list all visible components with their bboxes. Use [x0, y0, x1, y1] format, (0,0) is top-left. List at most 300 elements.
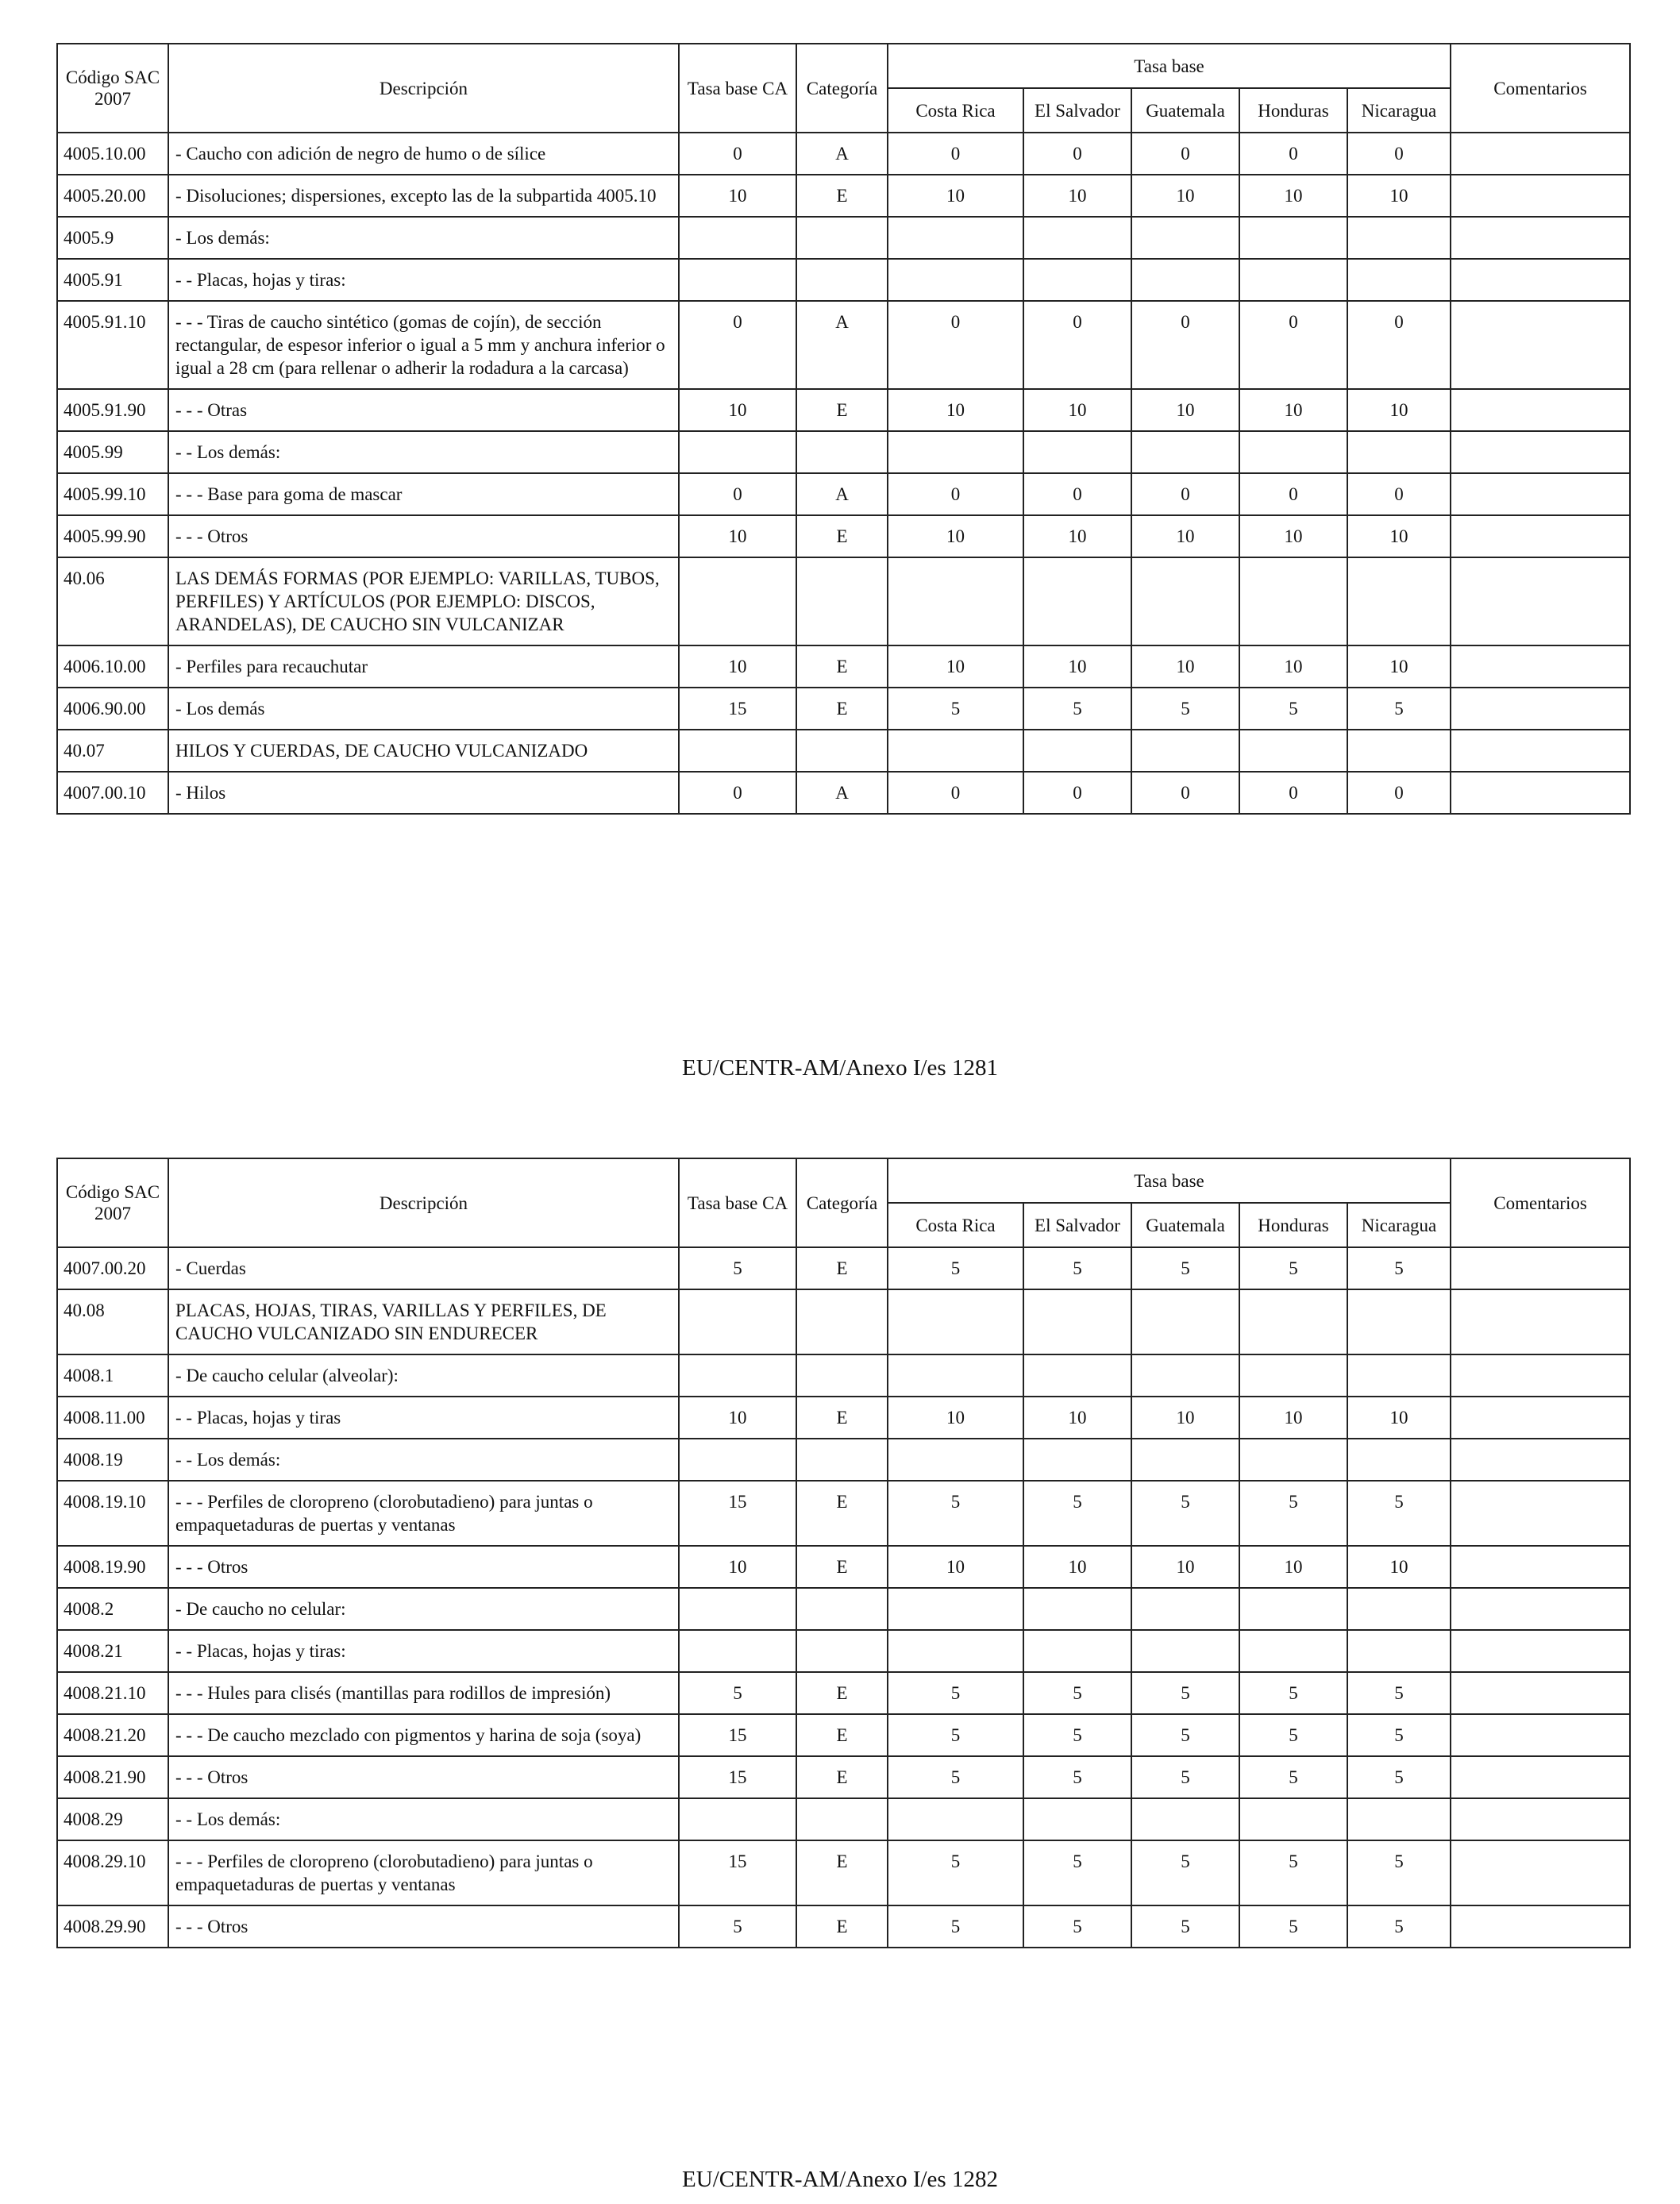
cell-category: E [796, 1672, 888, 1714]
cell-code: 4008.1 [57, 1354, 168, 1397]
cell-category: E [796, 1756, 888, 1798]
cell-description: - Perfiles para recauchutar [168, 645, 679, 688]
table-row [57, 1588, 1630, 1630]
cell-base-rate-ca: 10 [679, 175, 796, 217]
cell-description: - - Los demás: [168, 431, 679, 473]
cell-base-rate-ca: 15 [679, 1756, 796, 1798]
cell-el-salvador [1023, 1354, 1131, 1397]
cell-comments [1451, 1714, 1630, 1756]
cell-code: 40.06 [57, 557, 168, 645]
cell-category: A [796, 473, 888, 515]
cell-guatemala [1131, 217, 1239, 259]
cell-costa-rica: 5 [888, 1905, 1023, 1948]
cell-code: 4008.29.90 [57, 1905, 168, 1948]
cell-guatemala [1131, 1289, 1239, 1354]
cell-comments [1451, 645, 1630, 688]
cell-category: E [796, 1546, 888, 1588]
cell-description: - Cuerdas [168, 1247, 679, 1289]
cell-comments [1451, 1798, 1630, 1840]
cell-costa-rica [888, 217, 1023, 259]
cell-base-rate-ca: 15 [679, 1481, 796, 1546]
cell-honduras: 5 [1239, 1481, 1347, 1546]
cell-category: E [796, 389, 888, 431]
cell-el-salvador: 0 [1023, 133, 1131, 175]
cell-code: 4008.29.10 [57, 1840, 168, 1905]
cell-comments [1451, 730, 1630, 772]
cell-guatemala: 5 [1131, 1840, 1239, 1905]
cell-description: - - Los demás: [168, 1798, 679, 1840]
cell-base-rate-ca: 10 [679, 1546, 796, 1588]
table-row [57, 1840, 1630, 1905]
cell-base-rate-ca [679, 730, 796, 772]
cell-costa-rica: 0 [888, 772, 1023, 814]
cell-nicaragua: 0 [1347, 473, 1451, 515]
cell-code: 4006.90.00 [57, 688, 168, 730]
cell-category [796, 1289, 888, 1354]
cell-guatemala: 5 [1131, 1481, 1239, 1546]
table-row [57, 431, 1630, 473]
header-country-honduras: Honduras [1239, 1203, 1347, 1247]
cell-costa-rica [888, 1588, 1023, 1630]
cell-description: - - - Tiras de caucho sintético (gomas de cojín), de sección rectangular, de espesor inferior o igual a 5 mm y anchura inferior o igual a 28 cm (para rellenar o adherir la rodadura a la carcasa) [168, 301, 679, 389]
table-body [57, 133, 1630, 814]
table-row [57, 389, 1630, 431]
cell-honduras: 0 [1239, 473, 1347, 515]
cell-el-salvador [1023, 1588, 1131, 1630]
cell-honduras: 10 [1239, 1397, 1347, 1439]
cell-code: 4005.10.00 [57, 133, 168, 175]
cell-honduras: 5 [1239, 1840, 1347, 1905]
header-category: Categoría [796, 1158, 888, 1247]
cell-nicaragua [1347, 1588, 1451, 1630]
cell-code: 4005.20.00 [57, 175, 168, 217]
cell-comments [1451, 133, 1630, 175]
cell-el-salvador: 5 [1023, 1247, 1131, 1289]
cell-el-salvador: 10 [1023, 515, 1131, 557]
cell-code: 4007.00.10 [57, 772, 168, 814]
cell-guatemala: 5 [1131, 1905, 1239, 1948]
cell-base-rate-ca: 0 [679, 473, 796, 515]
cell-category: A [796, 301, 888, 389]
cell-costa-rica: 5 [888, 1756, 1023, 1798]
cell-code: 4008.19 [57, 1439, 168, 1481]
header-country-nicaragua: Nicaragua [1347, 1203, 1451, 1247]
cell-nicaragua: 0 [1347, 772, 1451, 814]
cell-description: - Caucho con adición de negro de humo o de sílice [168, 133, 679, 175]
cell-nicaragua: 10 [1347, 1546, 1451, 1588]
cell-guatemala [1131, 1354, 1239, 1397]
cell-honduras: 10 [1239, 389, 1347, 431]
cell-el-salvador [1023, 730, 1131, 772]
cell-category: E [796, 515, 888, 557]
cell-guatemala: 10 [1131, 645, 1239, 688]
cell-el-salvador: 5 [1023, 1714, 1131, 1756]
cell-honduras: 10 [1239, 1546, 1347, 1588]
cell-nicaragua: 5 [1347, 688, 1451, 730]
table-row [57, 1672, 1630, 1714]
cell-nicaragua [1347, 217, 1451, 259]
header-country-nicaragua: Nicaragua [1347, 88, 1451, 133]
cell-comments [1451, 1289, 1630, 1354]
cell-guatemala: 0 [1131, 301, 1239, 389]
cell-description: - - - Perfiles de cloropreno (clorobutadieno) para juntas o empaquetaduras de puertas y ventanas [168, 1481, 679, 1546]
cell-nicaragua [1347, 730, 1451, 772]
cell-description: PLACAS, HOJAS, TIRAS, VARILLAS Y PERFILES, DE CAUCHO VULCANIZADO SIN ENDURECER [168, 1289, 679, 1354]
cell-base-rate-ca: 0 [679, 133, 796, 175]
cell-costa-rica: 10 [888, 175, 1023, 217]
cell-description: - - - Perfiles de cloropreno (clorobutadieno) para juntas o empaquetaduras de puertas y ventanas [168, 1840, 679, 1905]
cell-base-rate-ca [679, 217, 796, 259]
cell-guatemala [1131, 1630, 1239, 1672]
cell-nicaragua: 10 [1347, 175, 1451, 217]
cell-guatemala: 10 [1131, 515, 1239, 557]
cell-el-salvador [1023, 1798, 1131, 1840]
cell-honduras [1239, 557, 1347, 645]
cell-base-rate-ca [679, 1798, 796, 1840]
header-base-rate: Tasa base [888, 1158, 1451, 1203]
cell-code: 4008.21 [57, 1630, 168, 1672]
table-row [57, 1439, 1630, 1481]
cell-category [796, 431, 888, 473]
table-row [57, 1397, 1630, 1439]
cell-code: 4005.99 [57, 431, 168, 473]
header-base-rate: Tasa base [888, 44, 1451, 88]
cell-code: 4008.2 [57, 1588, 168, 1630]
cell-description: HILOS Y CUERDAS, DE CAUCHO VULCANIZADO [168, 730, 679, 772]
cell-code: 4008.21.90 [57, 1756, 168, 1798]
cell-code: 4008.19.10 [57, 1481, 168, 1546]
header-base-rate-ca: Tasa base CA [679, 44, 796, 133]
cell-nicaragua: 5 [1347, 1247, 1451, 1289]
cell-base-rate-ca: 15 [679, 1714, 796, 1756]
cell-code: 40.07 [57, 730, 168, 772]
cell-base-rate-ca [679, 1439, 796, 1481]
cell-honduras [1239, 730, 1347, 772]
cell-category [796, 217, 888, 259]
cell-guatemala: 5 [1131, 1714, 1239, 1756]
cell-costa-rica: 10 [888, 1546, 1023, 1588]
cell-code: 4008.21.10 [57, 1672, 168, 1714]
cell-category [796, 557, 888, 645]
cell-el-salvador: 5 [1023, 1840, 1131, 1905]
cell-honduras: 0 [1239, 301, 1347, 389]
header-country-honduras: Honduras [1239, 88, 1347, 133]
cell-el-salvador: 0 [1023, 473, 1131, 515]
cell-guatemala: 10 [1131, 389, 1239, 431]
cell-el-salvador: 5 [1023, 1756, 1131, 1798]
cell-base-rate-ca: 5 [679, 1672, 796, 1714]
cell-honduras [1239, 1354, 1347, 1397]
cell-costa-rica: 10 [888, 515, 1023, 557]
cell-guatemala [1131, 1439, 1239, 1481]
cell-description: - - Placas, hojas y tiras: [168, 259, 679, 301]
cell-costa-rica: 5 [888, 1481, 1023, 1546]
cell-honduras [1239, 1289, 1347, 1354]
header-category: Categoría [796, 44, 888, 133]
cell-comments [1451, 1840, 1630, 1905]
cell-el-salvador: 0 [1023, 772, 1131, 814]
cell-honduras: 10 [1239, 515, 1347, 557]
header-country-guatemala: Guatemala [1131, 88, 1239, 133]
cell-description: - Disoluciones; dispersiones, excepto las de la subpartida 4005.10 [168, 175, 679, 217]
page-footer: EU/CENTR-AM/Anexo I/es 1281 [682, 1055, 998, 1081]
cell-costa-rica [888, 1439, 1023, 1481]
cell-nicaragua: 5 [1347, 1714, 1451, 1756]
table-row [57, 772, 1630, 814]
cell-guatemala [1131, 730, 1239, 772]
table-row [57, 515, 1630, 557]
table-row [57, 1714, 1630, 1756]
cell-code: 4008.19.90 [57, 1546, 168, 1588]
cell-costa-rica: 0 [888, 133, 1023, 175]
cell-guatemala: 0 [1131, 473, 1239, 515]
cell-description: - Los demás: [168, 217, 679, 259]
table-row [57, 1247, 1630, 1289]
cell-costa-rica [888, 730, 1023, 772]
cell-honduras [1239, 1798, 1347, 1840]
cell-base-rate-ca: 10 [679, 389, 796, 431]
cell-base-rate-ca: 15 [679, 1840, 796, 1905]
cell-category [796, 1798, 888, 1840]
cell-category [796, 1588, 888, 1630]
header-country-costa-rica: Costa Rica [888, 1203, 1023, 1247]
cell-base-rate-ca: 15 [679, 688, 796, 730]
cell-costa-rica: 5 [888, 688, 1023, 730]
cell-description: - - Los demás: [168, 1439, 679, 1481]
cell-guatemala: 10 [1131, 175, 1239, 217]
cell-comments [1451, 1905, 1630, 1948]
table-row [57, 1546, 1630, 1588]
cell-nicaragua: 10 [1347, 1397, 1451, 1439]
cell-el-salvador [1023, 217, 1131, 259]
table-row [57, 1905, 1630, 1948]
cell-base-rate-ca [679, 557, 796, 645]
cell-category: E [796, 1481, 888, 1546]
cell-nicaragua: 10 [1347, 645, 1451, 688]
cell-category: A [796, 772, 888, 814]
cell-guatemala [1131, 431, 1239, 473]
cell-comments [1451, 1397, 1630, 1439]
cell-el-salvador: 5 [1023, 688, 1131, 730]
cell-costa-rica: 10 [888, 645, 1023, 688]
header-description: Descripción [168, 1158, 679, 1247]
cell-comments [1451, 259, 1630, 301]
cell-el-salvador: 10 [1023, 1397, 1131, 1439]
cell-category: E [796, 1714, 888, 1756]
cell-el-salvador: 10 [1023, 645, 1131, 688]
cell-honduras [1239, 259, 1347, 301]
cell-code: 4008.21.20 [57, 1714, 168, 1756]
cell-nicaragua: 5 [1347, 1672, 1451, 1714]
cell-base-rate-ca: 5 [679, 1905, 796, 1948]
cell-nicaragua [1347, 259, 1451, 301]
cell-nicaragua [1347, 1354, 1451, 1397]
table-row [57, 557, 1630, 645]
cell-description: - - - Otros [168, 515, 679, 557]
cell-costa-rica [888, 259, 1023, 301]
cell-nicaragua: 5 [1347, 1756, 1451, 1798]
cell-costa-rica: 10 [888, 389, 1023, 431]
cell-honduras: 5 [1239, 1247, 1347, 1289]
cell-nicaragua [1347, 431, 1451, 473]
cell-honduras: 0 [1239, 133, 1347, 175]
cell-el-salvador [1023, 431, 1131, 473]
cell-code: 4007.00.20 [57, 1247, 168, 1289]
cell-nicaragua [1347, 1798, 1451, 1840]
table-row [57, 217, 1630, 259]
cell-costa-rica: 5 [888, 1840, 1023, 1905]
cell-code: 40.08 [57, 1289, 168, 1354]
cell-el-salvador: 0 [1023, 301, 1131, 389]
cell-nicaragua: 5 [1347, 1840, 1451, 1905]
table-body [57, 1247, 1630, 1948]
cell-el-salvador: 10 [1023, 175, 1131, 217]
cell-honduras [1239, 1439, 1347, 1481]
cell-guatemala: 0 [1131, 133, 1239, 175]
cell-comments [1451, 1756, 1630, 1798]
cell-costa-rica [888, 1630, 1023, 1672]
cell-guatemala: 5 [1131, 688, 1239, 730]
cell-guatemala: 5 [1131, 1756, 1239, 1798]
cell-guatemala [1131, 1588, 1239, 1630]
table-row [57, 301, 1630, 389]
cell-description: - Hilos [168, 772, 679, 814]
cell-category [796, 1439, 888, 1481]
table-row [57, 1630, 1630, 1672]
cell-nicaragua: 10 [1347, 515, 1451, 557]
cell-costa-rica [888, 1289, 1023, 1354]
cell-nicaragua [1347, 1289, 1451, 1354]
cell-nicaragua: 0 [1347, 133, 1451, 175]
cell-code: 4008.29 [57, 1798, 168, 1840]
cell-guatemala [1131, 557, 1239, 645]
cell-category [796, 1354, 888, 1397]
cell-guatemala [1131, 1798, 1239, 1840]
cell-description: - - Placas, hojas y tiras: [168, 1630, 679, 1672]
page-footer: EU/CENTR-AM/Anexo I/es 1282 [682, 2167, 998, 2192]
cell-el-salvador [1023, 1439, 1131, 1481]
cell-base-rate-ca: 0 [679, 301, 796, 389]
cell-comments [1451, 175, 1630, 217]
cell-comments [1451, 389, 1630, 431]
cell-comments [1451, 1481, 1630, 1546]
cell-comments [1451, 515, 1630, 557]
cell-el-salvador [1023, 1630, 1131, 1672]
cell-honduras: 0 [1239, 772, 1347, 814]
cell-nicaragua [1347, 1630, 1451, 1672]
cell-guatemala: 5 [1131, 1247, 1239, 1289]
cell-honduras [1239, 217, 1347, 259]
cell-el-salvador: 5 [1023, 1905, 1131, 1948]
cell-code: 4008.11.00 [57, 1397, 168, 1439]
cell-guatemala: 10 [1131, 1546, 1239, 1588]
cell-honduras: 5 [1239, 1672, 1347, 1714]
cell-description: - - - Otros [168, 1756, 679, 1798]
tariff-table-2 [56, 1158, 1631, 1948]
header-code: Código SAC 2007 [57, 1158, 168, 1247]
cell-costa-rica [888, 557, 1023, 645]
cell-base-rate-ca: 10 [679, 515, 796, 557]
table-row [57, 730, 1630, 772]
table-row [57, 688, 1630, 730]
header-country-guatemala: Guatemala [1131, 1203, 1239, 1247]
cell-category: A [796, 133, 888, 175]
cell-description: - - - Otros [168, 1546, 679, 1588]
cell-category: E [796, 1397, 888, 1439]
cell-base-rate-ca: 10 [679, 1397, 796, 1439]
cell-comments [1451, 301, 1630, 389]
cell-comments [1451, 557, 1630, 645]
cell-base-rate-ca [679, 431, 796, 473]
header-country-el-salvador: El Salvador [1023, 1203, 1131, 1247]
cell-code: 4005.99.90 [57, 515, 168, 557]
cell-costa-rica: 0 [888, 301, 1023, 389]
table-row [57, 473, 1630, 515]
cell-honduras: 5 [1239, 1714, 1347, 1756]
cell-costa-rica: 10 [888, 1397, 1023, 1439]
cell-comments [1451, 431, 1630, 473]
cell-base-rate-ca [679, 259, 796, 301]
cell-honduras: 5 [1239, 1905, 1347, 1948]
cell-el-salvador [1023, 1289, 1131, 1354]
cell-base-rate-ca [679, 1630, 796, 1672]
cell-category: E [796, 1905, 888, 1948]
cell-base-rate-ca [679, 1289, 796, 1354]
cell-base-rate-ca: 0 [679, 772, 796, 814]
cell-comments [1451, 1354, 1630, 1397]
cell-category: E [796, 1840, 888, 1905]
cell-description: - - - Base para goma de mascar [168, 473, 679, 515]
cell-el-salvador [1023, 259, 1131, 301]
table-row [57, 175, 1630, 217]
cell-comments [1451, 1630, 1630, 1672]
cell-costa-rica [888, 1798, 1023, 1840]
table-row [57, 1756, 1630, 1798]
cell-description: - - - Otros [168, 1905, 679, 1948]
cell-comments [1451, 688, 1630, 730]
cell-description: LAS DEMÁS FORMAS (POR EJEMPLO: VARILLAS, TUBOS, PERFILES) Y ARTÍCULOS (POR EJEMPLO: DISCOS, ARANDELAS), DE CAUCHO SIN VULCANIZAR [168, 557, 679, 645]
cell-comments [1451, 217, 1630, 259]
header-code: Código SAC 2007 [57, 44, 168, 133]
cell-comments [1451, 1247, 1630, 1289]
cell-base-rate-ca: 10 [679, 645, 796, 688]
cell-nicaragua: 0 [1347, 301, 1451, 389]
cell-code: 4006.10.00 [57, 645, 168, 688]
table-row [57, 1798, 1630, 1840]
cell-comments [1451, 1588, 1630, 1630]
cell-description: - De caucho no celular: [168, 1588, 679, 1630]
cell-el-salvador: 5 [1023, 1672, 1131, 1714]
cell-comments [1451, 1546, 1630, 1588]
cell-comments [1451, 772, 1630, 814]
cell-honduras [1239, 431, 1347, 473]
cell-description: - - Placas, hojas y tiras [168, 1397, 679, 1439]
table-row [57, 1354, 1630, 1397]
cell-el-salvador: 10 [1023, 1546, 1131, 1588]
cell-guatemala: 5 [1131, 1672, 1239, 1714]
header-country-el-salvador: El Salvador [1023, 88, 1131, 133]
cell-honduras: 10 [1239, 645, 1347, 688]
cell-costa-rica [888, 1354, 1023, 1397]
cell-guatemala: 10 [1131, 1397, 1239, 1439]
cell-code: 4005.91.10 [57, 301, 168, 389]
cell-honduras [1239, 1588, 1347, 1630]
cell-el-salvador [1023, 557, 1131, 645]
cell-category: E [796, 175, 888, 217]
header-comments: Comentarios [1451, 1158, 1630, 1247]
cell-costa-rica: 5 [888, 1247, 1023, 1289]
cell-base-rate-ca [679, 1588, 796, 1630]
